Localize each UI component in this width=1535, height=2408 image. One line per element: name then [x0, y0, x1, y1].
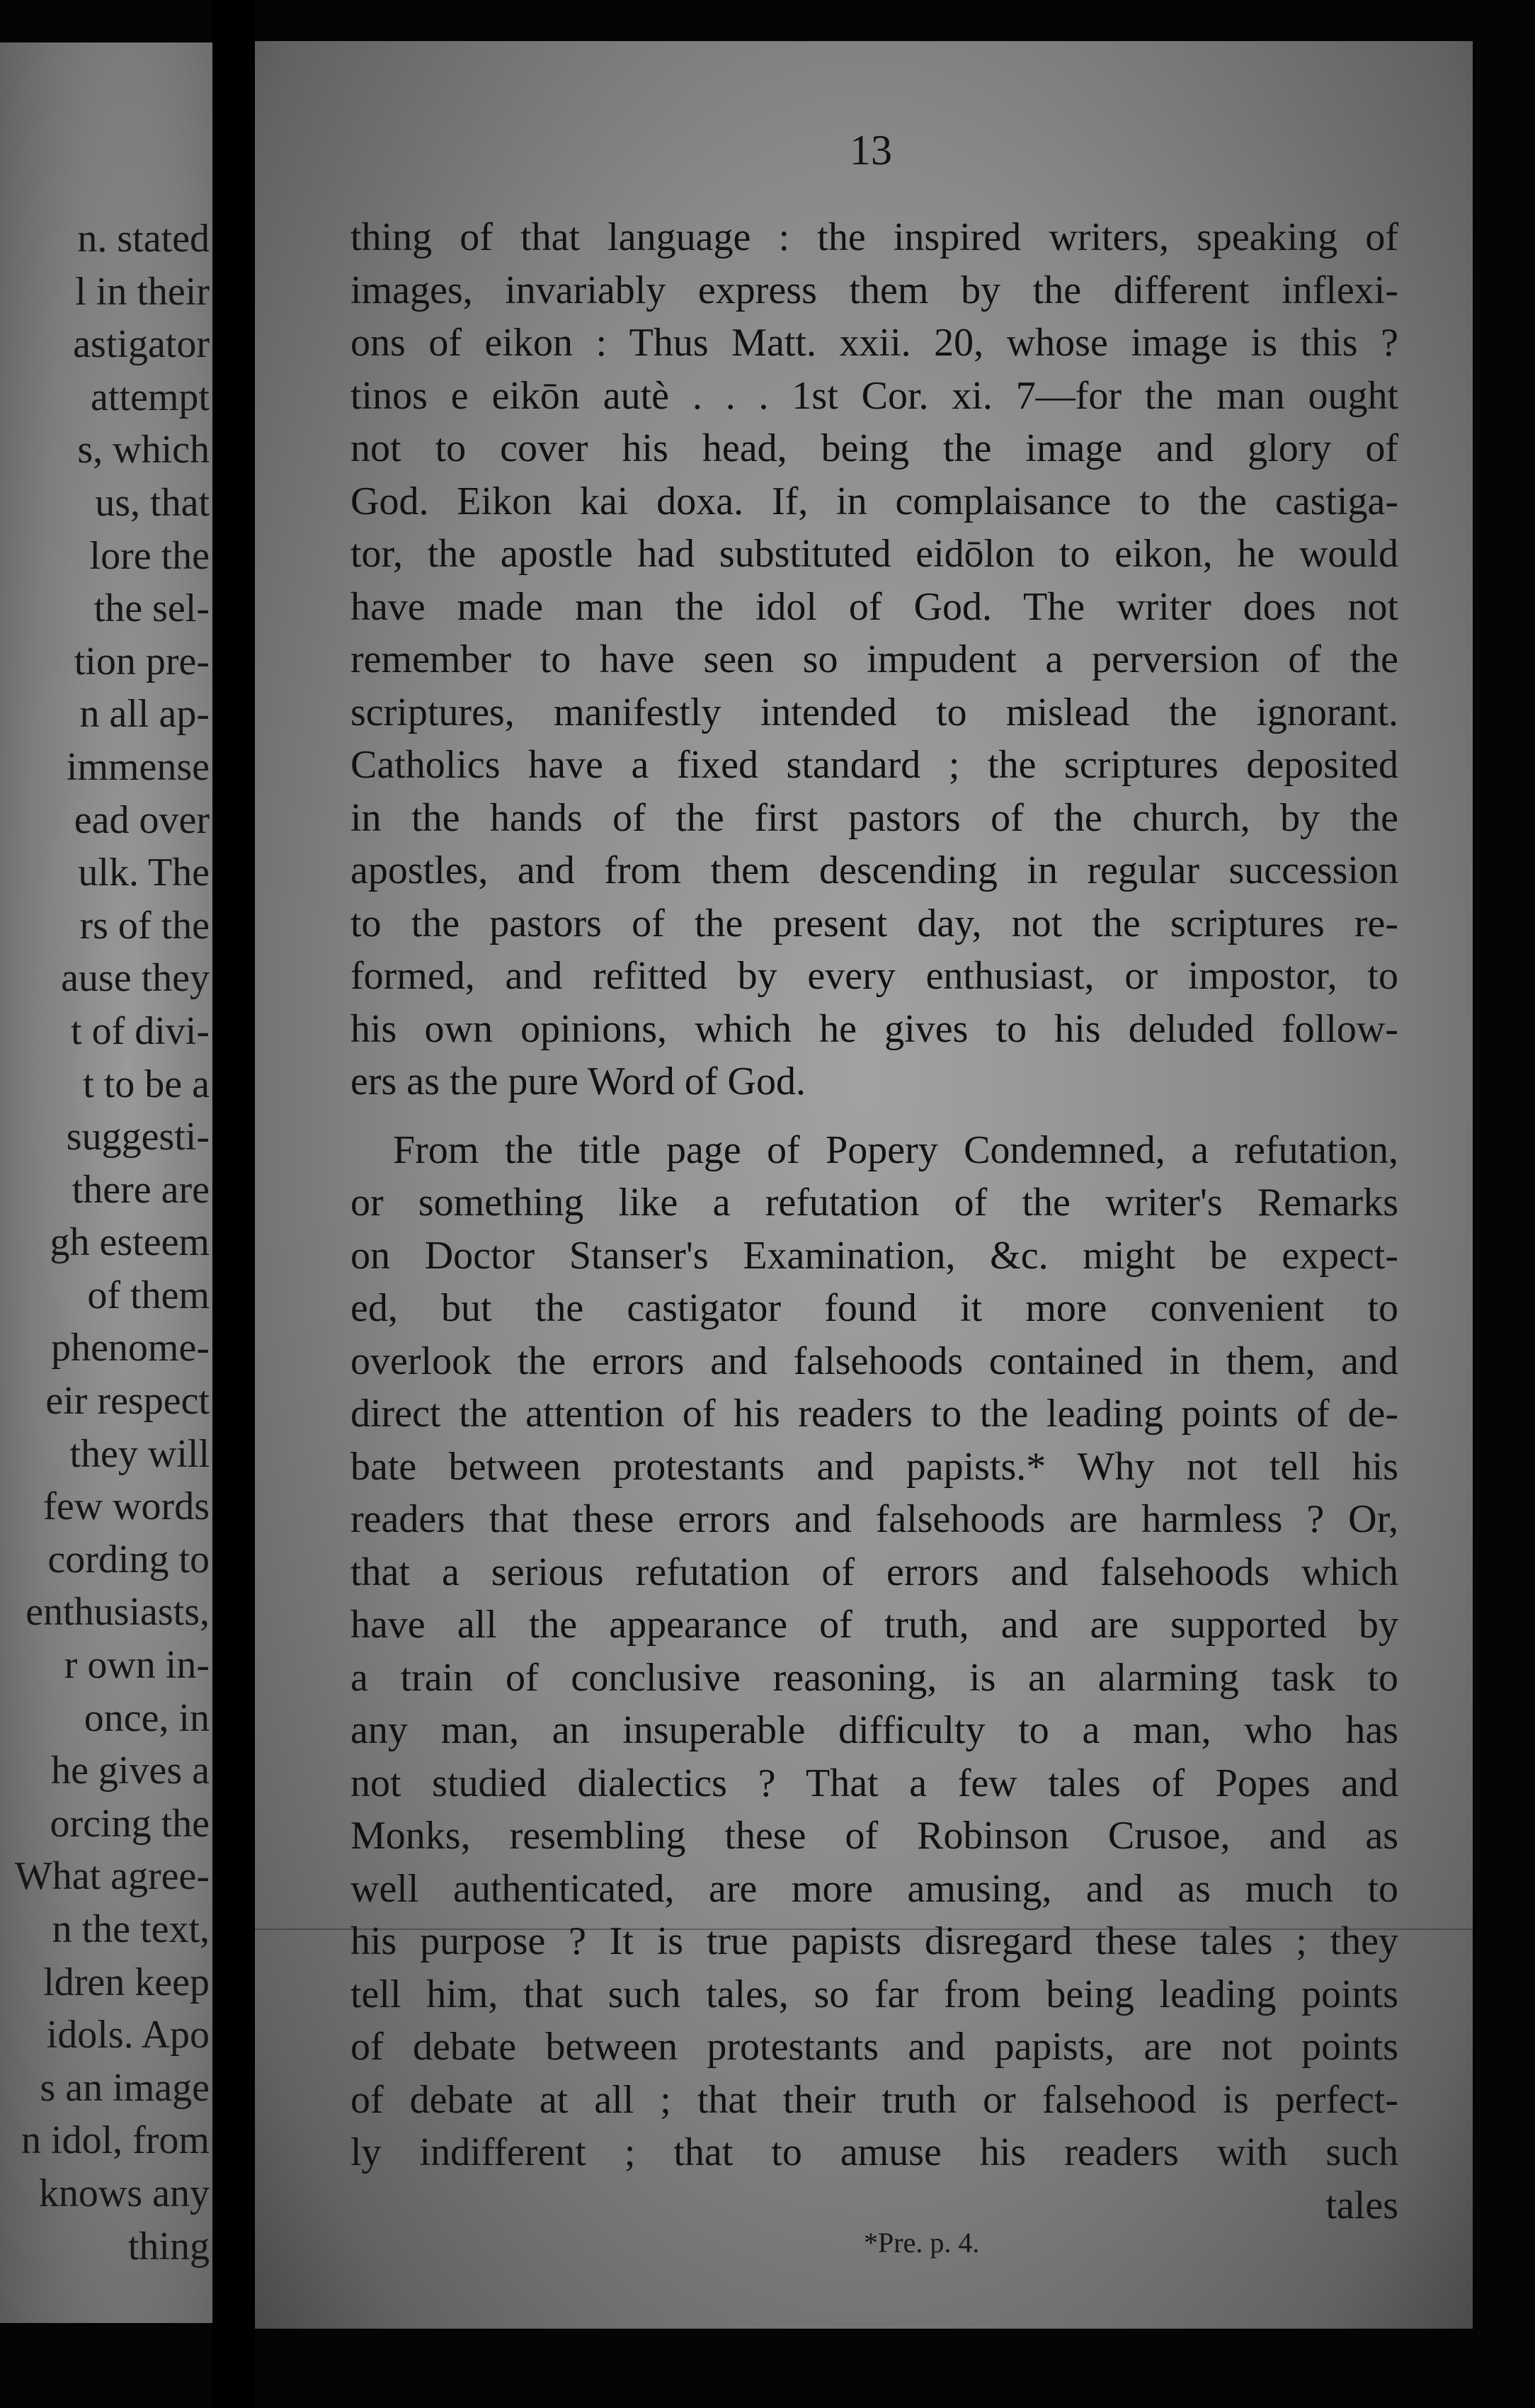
footnote: *Pre. p. 4.	[864, 2227, 980, 2259]
text-line: Monks, resembling these of Robinson Crusoe, and as	[350, 1814, 1398, 1858]
text-line: on Doctor Stanser's Examination, &c. might be expect-	[350, 1233, 1398, 1278]
left-fragment-line: he gives a	[51, 1749, 210, 1793]
left-fragment-line: gh esteem	[50, 1220, 210, 1265]
left-fragment-line: n the text,	[52, 1907, 210, 1951]
left-fragment-line: n. stated	[77, 217, 210, 261]
left-fragment-line: idols. Apo	[46, 2013, 210, 2057]
left-fragment-line: eir respect	[45, 1379, 210, 1424]
left-fragment-line: l in their	[75, 269, 210, 314]
left-fragment-line: s an image	[40, 2065, 210, 2110]
left-fragment-line: thing	[127, 2224, 210, 2268]
text-line: tinos e eikōn autè . . . 1st Cor. xi. 7—for the man ought	[350, 373, 1398, 418]
left-fragment-line: astigator	[73, 322, 210, 367]
text-line: of debate between protestants and papists, are not points	[350, 2025, 1398, 2069]
text-line: formed, and refitted by every enthusiast, or impostor, to	[350, 954, 1398, 998]
left-fragment-line: ause they	[61, 956, 210, 1001]
text-line: overlook the errors and falsehoods contained in them, and	[350, 1339, 1398, 1383]
text-line: his own opinions, which he gives to his deluded follow-	[350, 1006, 1398, 1051]
left-fragment-line: ead over	[74, 797, 210, 842]
left-fragment-line: n idol, from	[21, 2118, 210, 2163]
left-fragment-line: orcing the	[50, 1801, 210, 1846]
left-fragment-line: ulk. The	[78, 851, 210, 895]
text-line: of debate at all ; that their truth or falsehood is perfect-	[350, 2077, 1398, 2122]
text-line: have made man the idol of God. The writer does not	[350, 584, 1398, 629]
left-fragment-line: s, which	[77, 428, 210, 472]
catchword: tales	[1325, 2183, 1398, 2227]
left-facing-page	[0, 42, 212, 2323]
text-line: bate between protestants and papists.* Why not tell his	[350, 1444, 1398, 1489]
text-line: or something like a refutation of the writer's Remarks	[350, 1181, 1398, 1225]
left-fragment-line: lore the	[89, 533, 210, 578]
left-fragment-line: us, that	[95, 480, 210, 525]
left-fragment-line: suggesti-	[66, 1115, 210, 1159]
book-gutter	[212, 0, 255, 2408]
text-line: apostles, and from them descending in regular succession	[350, 848, 1398, 892]
left-fragment-line: t to be a	[83, 1062, 210, 1106]
left-page-text-fragments	[0, 212, 210, 2273]
left-fragment-line: few words	[43, 1484, 210, 1529]
left-fragment-line: once, in	[84, 1696, 210, 1740]
text-line: direct the attention of his readers to the leading points of de-	[350, 1392, 1398, 1436]
paragraph-gap	[350, 1108, 1398, 1124]
text-line: have all the appearance of truth, and are supported by	[350, 1603, 1398, 1647]
text-line: a train of conclusive reasoning, is an alarming task to	[350, 1655, 1398, 1700]
page-number: 13	[850, 127, 892, 174]
text-line: Catholics have a fixed standard ; the scriptures deposited	[350, 743, 1398, 787]
left-fragment-line: the sel-	[93, 586, 210, 631]
left-fragment-line: t of divi-	[71, 1009, 210, 1053]
paragraph-1	[350, 211, 1398, 1108]
text-line: his purpose ? It is true papists disregard these tales ; they	[350, 1919, 1398, 1963]
text-line: that a serious refutation of errors and falsehoods which	[350, 1550, 1398, 1594]
left-fragment-line: r own in-	[64, 1643, 210, 1688]
text-line: not to cover his head, being the image and glory of	[350, 426, 1398, 470]
text-line: tor, the apostle had substituted eidōlon to eikon, he would	[350, 532, 1398, 576]
text-line: tell him, that such tales, so far from being leading points	[350, 1972, 1398, 2016]
left-fragment-line: enthusiasts,	[25, 1590, 210, 1635]
text-line: ed, but the castigator found it more convenient to	[350, 1286, 1398, 1330]
left-fragment-line: phenome-	[51, 1326, 210, 1370]
left-fragment-line: knows any	[38, 2171, 210, 2215]
text-line: God. Eikon kai doxa. If, in complaisance to the castiga-	[350, 479, 1398, 523]
text-line: to the pastors of the present day, not the scriptures re-	[350, 901, 1398, 945]
text-line: images, invariably express them by the different inflexi-	[350, 268, 1398, 312]
text-line: any man, an insuperable difficulty to a man, who has	[350, 1708, 1398, 1752]
left-fragment-line: there are	[72, 1167, 210, 1212]
left-fragment-line: cording to	[47, 1537, 210, 1581]
left-fragment-line: What agree-	[14, 1854, 210, 1899]
left-fragment-line: of them	[87, 1273, 210, 1317]
left-fragment-line: ldren keep	[43, 1960, 210, 2004]
left-fragment-line: rs of the	[79, 903, 210, 948]
left-fragment-line: immense	[66, 744, 210, 789]
text-line: in the hands of the first pastors of the church, by the	[350, 795, 1398, 840]
text-line: From the title page of Popery Condemned, a refutation,	[393, 1128, 1398, 1172]
left-fragment-line: n all ap-	[79, 692, 210, 737]
text-line: ers as the pure Word of God.	[350, 1060, 806, 1103]
text-line: ly indifferent ; that to amuse his readers with such	[350, 2130, 1398, 2174]
text-line: well authenticated, are more amusing, and as much to	[350, 1866, 1398, 1911]
scan-artifact-line	[255, 1929, 1473, 1930]
text-line: scriptures, manifestly intended to mislead the ignorant.	[350, 690, 1398, 734]
text-line: ons of eikon : Thus Matt. xxii. 20, whose image is this ?	[350, 321, 1398, 365]
text-line: thing of that language : the inspired writers, speaking of	[350, 215, 1398, 259]
paragraph-2	[350, 1124, 1398, 2179]
text-line: not studied dialectics ? That a few tales of Popes and	[350, 1761, 1398, 1805]
left-fragment-line: they will	[69, 1431, 210, 1476]
text-line: remember to have seen so impudent a perversion of the	[350, 637, 1398, 681]
text-line: readers that these errors and falsehoods are harmless ? Or,	[350, 1497, 1398, 1541]
left-fragment-line: attempt	[91, 375, 210, 419]
main-page	[255, 41, 1473, 2329]
left-fragment-line: tion pre-	[74, 639, 210, 683]
